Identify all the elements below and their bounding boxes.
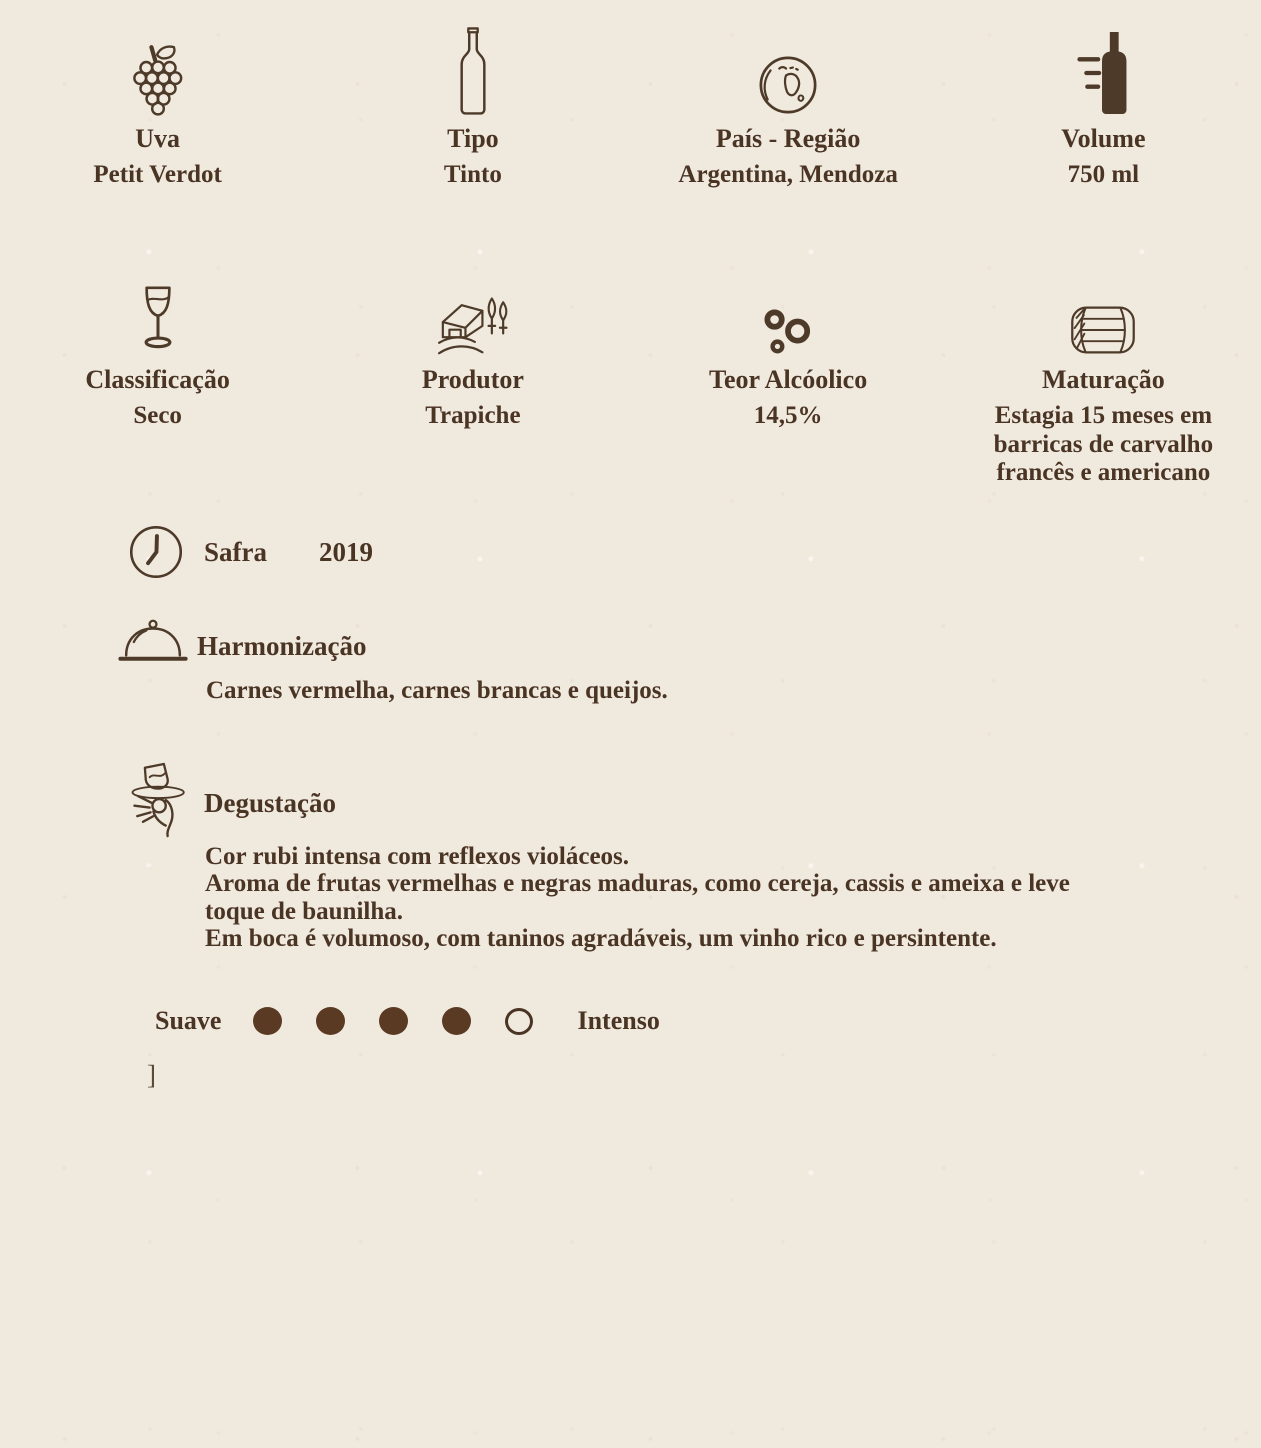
intensity-scale: [155, 1006, 660, 1036]
wine-glass-icon: [133, 285, 183, 357]
degustacao-title: Degustação: [204, 788, 336, 818]
attr-value: Argentina, Mendoza: [678, 160, 898, 188]
attr-label: Teor Alcóolico: [709, 365, 868, 395]
cloche-icon: [118, 618, 188, 664]
bubbles-icon: [761, 309, 815, 357]
attr-uva: [0, 36, 315, 189]
attr-volume: [946, 36, 1261, 189]
attr-value: Seco: [133, 402, 182, 430]
attr-label: Maturação: [1042, 365, 1165, 395]
attr-value: Petit Verdot: [93, 160, 222, 188]
attr-classificacao: [0, 277, 315, 487]
clock-icon: [128, 524, 184, 580]
intensity-right-label: Intenso: [577, 1006, 660, 1035]
attr-label: Classificação: [85, 365, 230, 395]
attr-label: País - Região: [715, 124, 861, 153]
attr-label: Tipo: [447, 124, 499, 153]
attr-label: Produtor: [421, 365, 524, 395]
intensity-dot: [253, 1007, 282, 1035]
sommelier-icon: [124, 762, 198, 838]
attr-label: Uva: [135, 124, 181, 153]
attr-value: 750 ml: [1067, 160, 1140, 188]
safra-label: Safra: [204, 536, 267, 567]
intensity-dots: [253, 1007, 533, 1035]
attributes-grid: [0, 36, 1261, 488]
stray-bracket: ]: [147, 1060, 156, 1090]
winery-icon: [436, 291, 510, 357]
intensity-left-label: Suave: [155, 1006, 222, 1035]
attr-pais-regiao: [631, 36, 946, 189]
degustacao-line: Aroma de frutas vermelhas e negras maduras, como cereja, cassis e ameixa e leve toque de baunilha.: [205, 870, 1070, 925]
attr-tipo: [315, 36, 630, 189]
intensity-dot: [316, 1007, 345, 1035]
volume-bottle-icon: [1074, 30, 1132, 116]
grapes-icon: [128, 44, 188, 116]
intensity-dot: [379, 1007, 408, 1035]
barrel-icon: [1069, 303, 1137, 357]
intensity-dot: [442, 1007, 471, 1035]
harmonizacao-section: [118, 618, 668, 704]
harmonizacao-title: Harmonização: [197, 631, 367, 661]
intensity-dot: [505, 1008, 533, 1035]
degustacao-section: [124, 762, 1115, 952]
attr-produtor: [315, 277, 630, 487]
attr-value: 14,5%: [753, 402, 823, 430]
attr-teor-alcoolico: [631, 277, 946, 487]
attr-maturacao: [946, 277, 1261, 487]
degustacao-line: Em boca é volumoso, com taninos agradáveis, um vinho rico e persintente.: [205, 924, 997, 952]
attr-label: Volume: [1061, 124, 1146, 153]
safra-value: 2019: [319, 536, 373, 567]
attr-value: Estagia 15 meses em barricas de carvalho francês e americano: [993, 402, 1214, 487]
globe-icon: [757, 54, 819, 116]
wine-bottle-icon: [456, 24, 490, 116]
attr-value: Tinto: [443, 160, 502, 188]
attr-value: Trapiche: [425, 402, 521, 430]
harmonizacao-text: Carnes vermelha, carnes brancas e queijos.: [206, 677, 668, 704]
safra-section: [128, 524, 373, 580]
degustacao-line: Cor rubi intensa com reflexos violáceos.: [205, 843, 630, 870]
